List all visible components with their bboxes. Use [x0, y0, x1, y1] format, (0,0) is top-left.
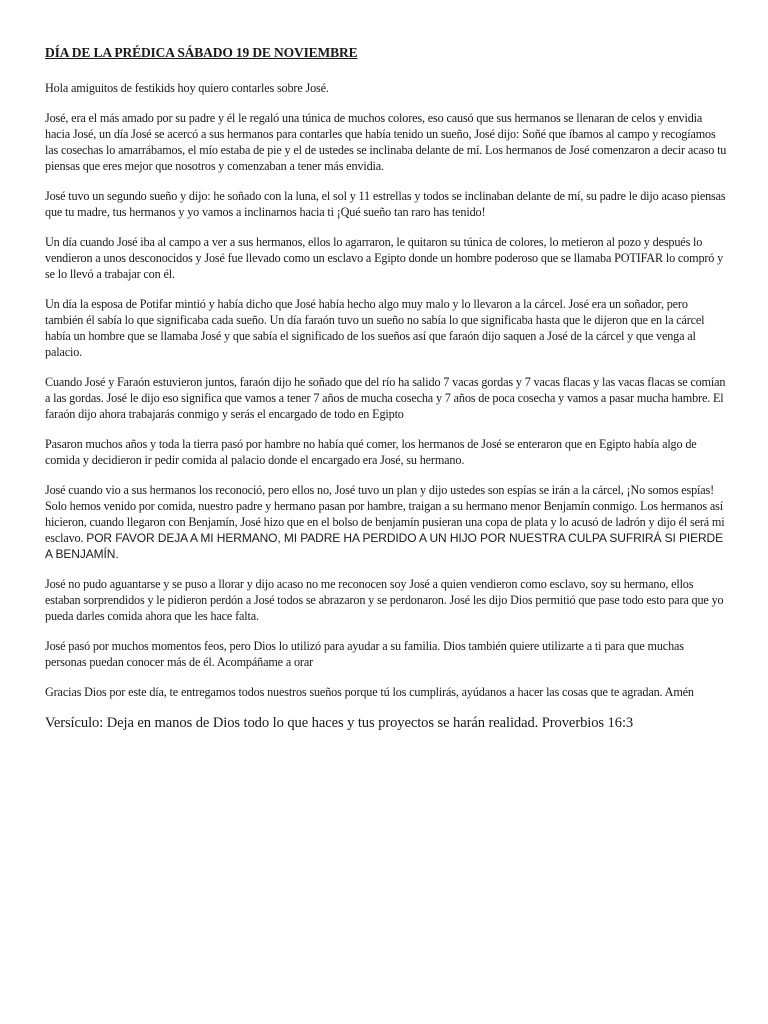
- bible-verse: Versículo: Deja en manos de Dios todo lo que haces y tus proyectos se harán realidad. Proverbios 16:3: [45, 715, 634, 731]
- story-paragraph-7: [45, 482, 728, 562]
- story-paragraph-1: José, era el más amado por su padre y él le regaló una túnica de muchos colores, eso causó que sus hermanos se llenaran de celos y envidia hacia José, un día José se acercó a sus hermanos para contarles que había tenido un sueño, José dijo: Soñé que íbamos al campo y recogíamos las cosechas lo amarrábamos, el mío estaba de pie y el de ustedes se inclinaba delante de mí. Los hermanos de José comenzaron a decir acaso tu piensas que eres mejor que nosotros y comenzaban a tener más envidia.: [45, 111, 727, 173]
- story-paragraph-7-text: José cuando vio a sus hermanos los reconoció, pero ellos no, José tuvo un plan y dijo ustedes son espías se irán a la cárcel, ¡No somos espías! Solo hemos venido por comida, nuestro padre y hermano pasan por hambre, traigan a su hermano menor Benjamín conmigo. Los hermanos así hicieron, cuando llegaron con Benjamín, José hizo que en el bolso de benjamín pusieran una copa de plata y lo acusó de ladrón y dijo él será mi esclavo.: [45, 483, 725, 545]
- prayer-paragraph: Gracias Dios por este día, te entregamos todos nuestros sueños porque tú los cumplirás, ayúdanos a hacer las cosas que te agradan. Amén: [45, 685, 694, 699]
- story-paragraph-4: Un día la esposa de Potifar mintió y había dicho que José había hecho algo muy malo y lo llevaron a la cárcel. José era un soñador, pero también él sabía lo que significaba cada sueño. Un día faraón tuvo un sueño no sabía lo que significaba hasta que le dijeron que en la cárcel había un hombre que se llamaba José y que sabía el significado de los sueños así que faraón dijo saquen a José de la cárcel y que venga al palacio.: [45, 297, 705, 359]
- document-body: [45, 44, 728, 732]
- story-paragraph-5: Cuando José y Faraón estuvieron juntos, faraón dijo he soñado que del río ha salido 7 vacas gordas y 7 vacas flacas y las vacas flacas se comían a las gordas. José le dijo eso significa que vamos a tener 7 años de mucha cosecha y 7 años de poca cosecha y vamos a pasar mucha hambre. El faraón dijo ahora trabajarás conmigo y serás el encargado de todo en Egipto: [45, 375, 726, 421]
- story-paragraph-2: José tuvo un segundo sueño y dijo: he soñado con la luna, el sol y 11 estrellas y todos se inclinaban delante de mí, su padre le dijo acaso piensas que tu madre, tus hermanos y yo vamos a inclinarnos hacia ti ¡Qué sueño tan raro has tenido!: [45, 189, 726, 219]
- greeting-paragraph: Hola amiguitos de festikids hoy quiero contarles sobre José.: [45, 81, 329, 95]
- story-paragraph-6: Pasaron muchos años y toda la tierra pasó por hambre no había qué comer, los hermanos de José se enteraron que en Egipto había algo de comida y decidieron ir pedir comida al palacio donde el encargado era José, su hermano.: [45, 437, 697, 467]
- story-paragraph-9: José pasó por muchos momentos feos, pero Dios lo utilizó para ayudar a su familia. Dios también quiere utilizarte a ti para que muchas personas puedan conocer más de él. Acompáñame a orar: [45, 639, 684, 669]
- document-title: DÍA DE LA PRÉDICA SÁBADO 19 DE NOVIEMBRE: [45, 45, 358, 60]
- brothers-plea: POR FAVOR DEJA A MI HERMANO, MI PADRE HA PERDIDO A UN HIJO POR NUESTRA CULPA SUFRIRÁ SI PIERDE A BENJAMÍN.: [45, 531, 724, 561]
- story-paragraph-3: Un día cuando José iba al campo a ver a sus hermanos, ellos lo agarraron, le quitaron su túnica de colores, lo metieron al pozo y después lo vendieron a unos desconocidos y José fue llevado como un esclavo a Egipto donde un hombre poderoso que se llamaba POTIFAR lo compró y se lo llevó a trabajar con él.: [45, 235, 724, 281]
- story-paragraph-8: José no pudo aguantarse y se puso a llorar y dijo acaso no me reconocen soy José a quien vendieron como esclavo, soy su hermano, ellos estaban sorprendidos y le pidieron perdón a José todos se abrazaron y se perdonaron. José les dijo Dios permitió que pase todo esto para que yo pueda darles comida ahora que les hace falta.: [45, 577, 724, 623]
